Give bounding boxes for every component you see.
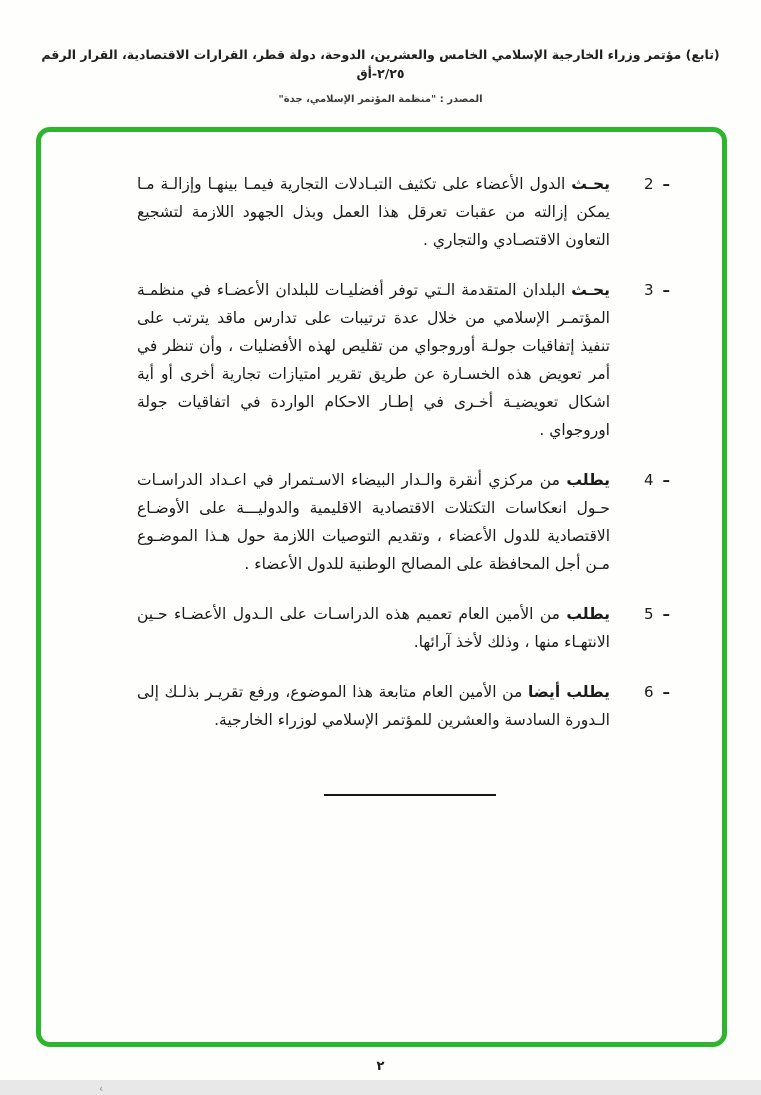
item-lead-word: يطلب أيضا	[527, 683, 610, 701]
page-number: ٢	[376, 1059, 385, 1074]
scan-artifact: ‹	[97, 1083, 105, 1095]
resolution-item-5	[137, 600, 670, 656]
header-title: (تابع) مؤتمر وزراء الخارجية الإسلامي الخامس والعشرين، الدوحة، دولة قطر، القرارات الاقتصادية، القرار الرقم ٢/٢٥-أق	[41, 47, 720, 81]
item-text	[137, 170, 610, 254]
resolution-item-2	[137, 170, 670, 254]
item-body-text: البلدان المتقدمة الـتي توفر أفضليـات للبلدان الأعضـاء في منظمـة المؤتمـر الإسلامي من خلال عدة ترتيبات على تدارس ماقد يترتب على تنفيذ إتفاقيات جولـة أوروجواي من تقليص لهذه الأفضليات ، وأن تنظر في أمر تعويض هذه الخسـارة عن طريق تقرير امتيازات تجارية أخرى أو أية اشكال تعويضيـة أخـرى في إطـار الاحكام الواردة في اتفاقيات جولة اوروجواي .	[137, 281, 610, 439]
item-body-text: من الأمين العام تعميم هذه الدراسـات على الـدول الأعضـاء حـين الانتهـاء منها ، وذلك لأخذ آرائها.	[137, 605, 610, 651]
item-number-value: 4	[643, 471, 654, 489]
item-body-text: من مركزي أنقرة والـدار البيضاء الاسـتمرار في اعـداد الدراسـات حـول انعكاسات التكتلات الاقتصادية الاقليمية والدوليـــة على الأوضـاع الاقتصادية للدول الأعضاء ، وتقديم التوصيات اللازمة حول هـذا الموضـوع مـن أجل المحافظة على المصالح الوطنية للدول الأعضاء .	[137, 471, 610, 573]
item-number	[624, 600, 670, 628]
item-dash: –	[662, 281, 670, 299]
item-number	[624, 276, 670, 304]
item-lead-word: يطلب	[566, 471, 610, 489]
item-number-value: 2	[643, 175, 654, 193]
item-number	[624, 466, 670, 494]
resolution-item-3	[137, 276, 670, 444]
resolution-item-4	[137, 466, 670, 578]
content-frame	[36, 127, 727, 1095]
item-lead-word: يحـث	[571, 281, 610, 299]
item-lead-word: يحـث	[571, 175, 610, 193]
item-text	[137, 678, 610, 734]
item-text	[137, 276, 610, 444]
resolution-items	[137, 170, 670, 796]
item-body-text: من الأمين العام متابعة هذا الموضوع، ورفع تقريـر بذلـك إلى الـدورة السادسة والعشرين للمؤتمر الإسلامي لوزراء الخارجية.	[137, 683, 610, 729]
item-number	[624, 678, 670, 706]
item-number-value: 6	[643, 683, 654, 701]
item-number-value: 5	[643, 605, 654, 623]
item-text	[137, 600, 610, 656]
item-text	[137, 466, 610, 578]
document-header	[40, 46, 721, 105]
item-dash: –	[662, 605, 670, 623]
item-dash: –	[662, 471, 670, 489]
item-number	[624, 170, 670, 198]
header-source: المصدر : "منظمة المؤتمر الإسلامي، جدة"	[278, 93, 483, 105]
item-dash: –	[662, 683, 670, 701]
item-body-text: الدول الأعضاء على تكثيف التبـادلات التجارية فيمـا بينهـا وإزالـة مـا يمكن إزالته من عقبات تعرقل هذا العمل وبذل الجهود اللازمة لتشجيع التعاون الاقتصـادي والتجاري .	[137, 175, 610, 249]
item-dash: –	[662, 175, 670, 193]
item-number-value: 3	[643, 281, 654, 299]
resolution-item-6	[137, 678, 670, 734]
separator-line	[324, 794, 496, 796]
item-lead-word: يطلب	[566, 605, 610, 623]
